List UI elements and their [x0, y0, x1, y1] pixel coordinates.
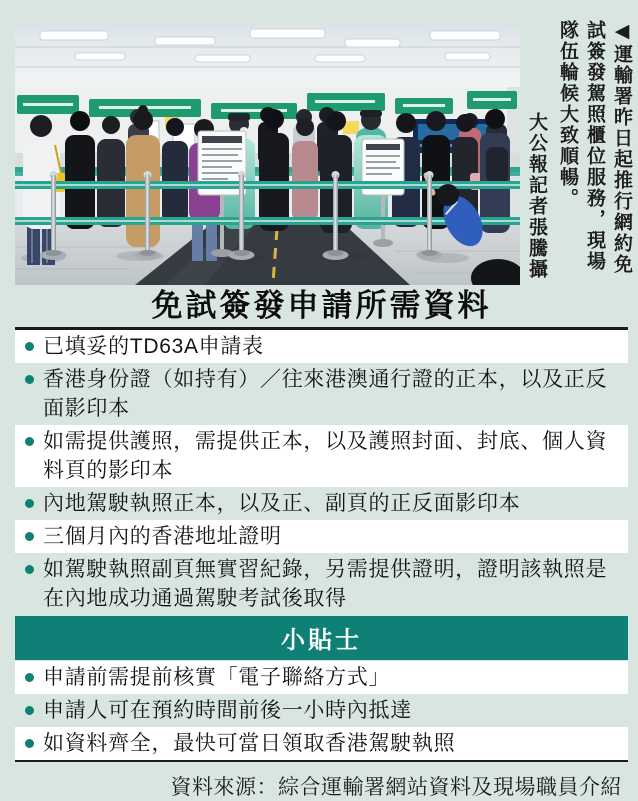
bullet-icon [25, 375, 34, 384]
tip-item [15, 727, 628, 760]
bullet-icon [25, 673, 34, 682]
bullet-icon [25, 706, 34, 715]
info-table [15, 288, 628, 801]
requirement-item [15, 330, 628, 363]
bullet-icon [25, 342, 34, 351]
requirement-text: 已填妥的TD63A申請表 [43, 334, 264, 358]
requirement-text: 如需提供護照，需提供正本，以及護照封面、封底、個人資料頁的影印本 [43, 429, 608, 482]
tip-text: 如資料齊全，最快可當日領取香港駕駛執照 [43, 731, 456, 755]
bullet-icon [25, 739, 34, 748]
bullet-icon [25, 499, 34, 508]
requirement-item [15, 520, 628, 553]
queue-hall-photo [15, 25, 520, 285]
table-title: 免試簽發申請所需資料 [151, 288, 492, 323]
tip-item [15, 694, 628, 727]
requirement-text: 內地駕駛執照正本，以及正、副頁的正反面影印本 [43, 491, 521, 515]
tip-text: 申請人可在預約時間前後一小時內抵達 [43, 698, 412, 722]
bullet-icon [25, 565, 34, 574]
requirement-item [15, 553, 628, 615]
source-line: 資料來源：綜合運輸署網站資料及現場職員介紹 [170, 775, 622, 799]
photo-caption-credit: 大公報記者張騰攝 [526, 112, 547, 280]
requirement-item [15, 487, 628, 520]
tips-section-header: 小貼士 [15, 616, 628, 660]
bullet-icon [25, 437, 34, 446]
tip-item [15, 661, 628, 694]
photo-caption-text: ◀運輸署昨日起推行網約免試簽發駕照櫃位服務，現場隊伍輪候大致順暢。 [557, 20, 632, 275]
bullet-icon [25, 532, 34, 541]
requirement-text: 如駕駛執照副頁無實習紀錄，另需提供證明，證明該執照是在內地成功通過駕駛考試後取得 [43, 557, 608, 610]
requirement-item [15, 363, 628, 425]
requirement-text: 三個月內的香港地址證明 [43, 524, 282, 548]
requirement-text: 香港身份證（如持有）／往來港澳通行證的正本，以及正反面影印本 [43, 367, 608, 420]
photo-caption [525, 20, 635, 286]
queue-hall-illustration [15, 25, 520, 285]
tip-text: 申請前需提前核實「電子聯絡方式」 [43, 665, 391, 689]
requirement-item [15, 425, 628, 487]
